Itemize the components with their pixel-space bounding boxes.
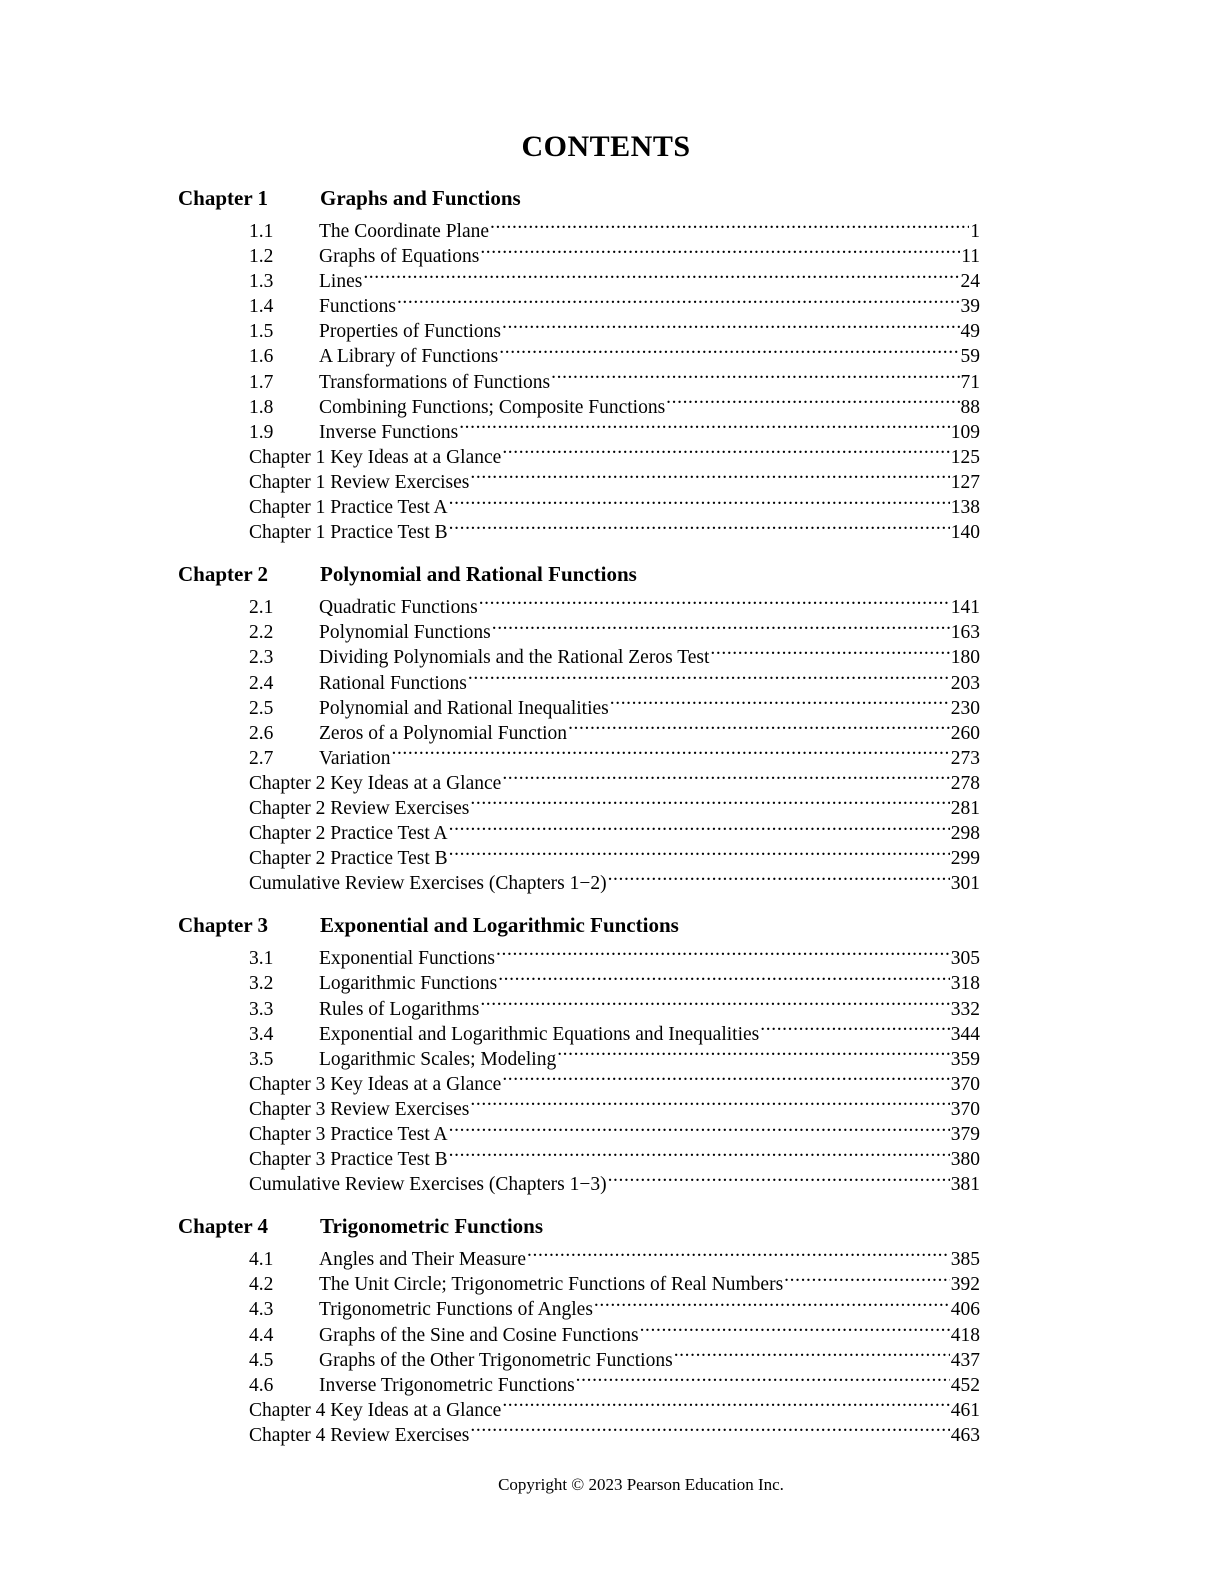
section-title: Dividing Polynomials and the Rational Zeros Test xyxy=(319,647,710,669)
section-number: 4.1 xyxy=(249,1249,274,1271)
section-title: Exponential and Logarithmic Equations and Inequalities xyxy=(319,1023,760,1045)
page-number: 463 xyxy=(950,1424,980,1446)
section-title: Combining Functions; Composite Functions xyxy=(319,396,666,418)
dot-leader xyxy=(760,1015,949,1040)
section-title: Rational Functions xyxy=(319,672,467,694)
dot-leader xyxy=(499,337,959,362)
dot-leader xyxy=(666,388,959,413)
section-title: Properties of Functions xyxy=(319,321,501,343)
page-number: 141 xyxy=(950,597,980,619)
toc-entry-section[interactable] xyxy=(178,212,980,242)
dot-leader xyxy=(784,1265,950,1290)
entry-title: Chapter 1 Practice Test B xyxy=(249,522,448,544)
section-title: Functions xyxy=(319,296,396,318)
section-title: Graphs of Equations xyxy=(319,246,480,268)
entry-title: Chapter 3 Practice Test B xyxy=(249,1149,448,1171)
section-number: 3.1 xyxy=(249,948,274,970)
page-number: 305 xyxy=(950,948,980,970)
page-number: 379 xyxy=(950,1124,980,1145)
entry-title: Chapter 2 Review Exercises xyxy=(249,797,470,819)
dot-leader xyxy=(492,613,950,638)
table-of-contents xyxy=(178,182,980,1461)
section-number: 2.1 xyxy=(249,597,274,619)
dot-leader xyxy=(551,363,959,388)
chapter-label: Chapter 4 xyxy=(178,1214,269,1239)
section-number: 2.7 xyxy=(249,747,274,769)
dot-leader xyxy=(502,1065,949,1090)
chapter-heading[interactable] xyxy=(178,909,980,939)
dot-leader xyxy=(468,664,950,689)
page-number: 332 xyxy=(950,998,980,1020)
chapter-label: Chapter 1 xyxy=(178,186,269,210)
page-number: 180 xyxy=(950,647,980,669)
dot-leader xyxy=(576,1366,950,1391)
section-number: 1.2 xyxy=(249,246,274,268)
section-title: Graphs of the Other Trigonometric Functions xyxy=(319,1349,673,1371)
dot-leader xyxy=(498,964,950,989)
dot-leader xyxy=(608,1165,950,1190)
dot-leader xyxy=(449,814,950,839)
page-number: 281 xyxy=(950,797,980,819)
page-number: 359 xyxy=(950,1048,980,1070)
page-number: 125 xyxy=(950,446,980,468)
dot-leader xyxy=(449,488,950,513)
entry-title: Chapter 3 Practice Test A xyxy=(249,1124,448,1145)
entry-title: Chapter 1 Practice Test A xyxy=(249,497,448,519)
dot-leader xyxy=(490,212,969,237)
chapter-label: Chapter 2 xyxy=(178,562,269,587)
dot-leader xyxy=(502,1391,949,1416)
section-number: 2.2 xyxy=(249,622,274,644)
entry-title: Chapter 2 Key Ideas at a Glance xyxy=(249,772,502,794)
dot-leader xyxy=(502,312,960,337)
entry-title: Chapter 3 Review Exercises xyxy=(249,1098,470,1120)
section-title: Logarithmic Functions xyxy=(319,973,498,995)
dot-leader xyxy=(568,714,950,739)
dot-leader xyxy=(710,638,949,663)
section-number: 4.4 xyxy=(249,1324,274,1346)
section-title: Polynomial Functions xyxy=(319,622,491,644)
dot-leader xyxy=(557,1040,950,1065)
chapter-title: Polynomial and Rational Functions xyxy=(320,562,637,587)
page-number: 418 xyxy=(950,1324,980,1346)
dot-leader xyxy=(594,1290,950,1315)
dot-leader xyxy=(640,1316,950,1341)
dot-leader xyxy=(449,513,950,538)
section-title: Trigonometric Functions of Angles xyxy=(319,1299,593,1321)
section-number: 4.2 xyxy=(249,1274,274,1296)
page-number: 344 xyxy=(950,1023,980,1045)
entry-title: Chapter 1 Key Ideas at a Glance xyxy=(249,446,502,468)
page-number: 109 xyxy=(950,421,980,443)
entry-title: Chapter 1 Review Exercises xyxy=(249,471,470,493)
section-number: 1.6 xyxy=(249,346,274,368)
section-title: Angles and Their Measure xyxy=(319,1249,527,1271)
section-number: 1.3 xyxy=(249,271,274,293)
section-number: 3.5 xyxy=(249,1048,274,1070)
page-number: 461 xyxy=(950,1399,980,1421)
dot-leader xyxy=(480,237,960,262)
section-number: 2.4 xyxy=(249,672,274,694)
section-number: 1.5 xyxy=(249,321,274,343)
section-number: 3.4 xyxy=(249,1023,274,1045)
page-number: 1 xyxy=(970,221,980,242)
page-number: 301 xyxy=(950,873,980,895)
entry-title: Chapter 2 Practice Test A xyxy=(249,823,448,845)
section-title: Variation xyxy=(319,747,391,769)
page-number: 299 xyxy=(950,848,980,870)
page-number: 59 xyxy=(960,346,980,368)
section-number: 1.4 xyxy=(249,296,274,318)
chapter-block xyxy=(178,909,980,1196)
dot-leader xyxy=(496,939,950,964)
section-title: Exponential Functions xyxy=(319,948,496,970)
section-number: 1.9 xyxy=(249,421,274,443)
dot-leader xyxy=(391,739,949,764)
page-number: 163 xyxy=(950,622,980,644)
page-number: 370 xyxy=(950,1073,980,1095)
chapter-heading[interactable] xyxy=(178,182,980,212)
dot-leader xyxy=(608,864,950,889)
dot-leader xyxy=(449,839,950,864)
dot-leader xyxy=(470,463,949,488)
page-number: 298 xyxy=(950,823,980,845)
dot-leader xyxy=(459,413,950,438)
chapter-block xyxy=(178,558,980,895)
chapter-block xyxy=(178,182,980,544)
dot-leader xyxy=(502,438,949,463)
section-number: 2.6 xyxy=(249,722,274,744)
dot-leader xyxy=(449,1140,950,1165)
page-number: 88 xyxy=(960,396,980,418)
dot-leader xyxy=(470,1090,949,1115)
dot-leader xyxy=(480,990,949,1015)
chapter-title: Exponential and Logarithmic Functions xyxy=(320,913,679,938)
page-number: 392 xyxy=(950,1274,980,1296)
page-number: 138 xyxy=(950,497,980,519)
page-number: 71 xyxy=(960,371,980,393)
chapter-heading[interactable] xyxy=(178,558,980,588)
chapter-title: Graphs and Functions xyxy=(320,186,521,210)
section-number: 2.3 xyxy=(249,647,274,669)
page-number: 452 xyxy=(950,1374,980,1396)
section-title: Logarithmic Scales; Modeling xyxy=(319,1048,557,1070)
section-title: Inverse Trigonometric Functions xyxy=(319,1374,575,1396)
entry-title: Chapter 4 Key Ideas at a Glance xyxy=(249,1399,502,1421)
dot-leader xyxy=(470,789,949,814)
dot-leader xyxy=(610,689,950,714)
section-title: Inverse Functions xyxy=(319,421,459,443)
page-number: 370 xyxy=(950,1098,980,1120)
page-number: 437 xyxy=(950,1349,980,1371)
section-title: Rules of Logarithms xyxy=(319,998,480,1020)
section-title: Zeros of a Polynomial Function xyxy=(319,722,568,744)
section-number: 4.3 xyxy=(249,1299,274,1321)
toc-entry-section[interactable] xyxy=(178,1240,980,1271)
page-number: 260 xyxy=(950,722,980,744)
page-number: 11 xyxy=(961,246,980,268)
dot-leader xyxy=(479,588,950,613)
page-number: 380 xyxy=(950,1149,980,1171)
page-number: 278 xyxy=(950,772,980,794)
section-title: Quadratic Functions xyxy=(319,597,478,619)
chapter-heading[interactable] xyxy=(178,1210,980,1240)
page-number: 127 xyxy=(950,471,980,493)
page-number: 273 xyxy=(950,747,980,769)
page-title: CONTENTS xyxy=(521,130,691,163)
section-title: Transformations of Functions xyxy=(319,371,551,393)
section-number: 3.2 xyxy=(249,973,274,995)
section-number: 2.5 xyxy=(249,697,274,719)
section-title: The Coordinate Plane xyxy=(319,221,490,242)
entry-title: Chapter 4 Review Exercises xyxy=(249,1424,470,1446)
section-number: 4.6 xyxy=(249,1374,274,1396)
chapter-label: Chapter 3 xyxy=(178,913,269,938)
dot-leader xyxy=(527,1240,950,1265)
chapter-title: Trigonometric Functions xyxy=(320,1214,544,1239)
chapter-block xyxy=(178,1210,980,1446)
section-number: 1.8 xyxy=(249,396,274,418)
toc-entry-section[interactable] xyxy=(178,588,980,619)
toc-entry-section[interactable] xyxy=(178,939,980,970)
dot-leader xyxy=(449,1115,950,1140)
page-number: 140 xyxy=(950,522,980,544)
entry-title: Chapter 3 Key Ideas at a Glance xyxy=(249,1073,502,1095)
section-title: Lines xyxy=(319,271,363,293)
page-number: 203 xyxy=(950,672,980,694)
page-number: 406 xyxy=(950,1299,980,1321)
section-number: 4.5 xyxy=(249,1349,274,1371)
section-title: Graphs of the Sine and Cosine Functions xyxy=(319,1324,639,1346)
page-number: 381 xyxy=(950,1174,980,1196)
section-title: A Library of Functions xyxy=(319,346,499,368)
section-number: 3.3 xyxy=(249,998,274,1020)
copyright-footer: Copyright © 2023 Pearson Education Inc. xyxy=(498,1475,784,1494)
page-number: 385 xyxy=(950,1249,980,1271)
section-number: 1.7 xyxy=(249,371,274,393)
page-number: 318 xyxy=(950,973,980,995)
section-title: Polynomial and Rational Inequalities xyxy=(319,697,609,719)
section-title: The Unit Circle; Trigonometric Functions of Real Numbers xyxy=(319,1274,784,1296)
page-number: 49 xyxy=(960,321,980,343)
dot-leader xyxy=(470,1416,949,1441)
entry-title: Chapter 2 Practice Test B xyxy=(249,848,448,870)
section-number: 1.1 xyxy=(249,221,274,242)
dot-leader xyxy=(397,287,960,312)
page-number: 39 xyxy=(960,296,980,318)
page-number: 230 xyxy=(950,697,980,719)
page-number: 24 xyxy=(960,271,980,293)
dot-leader xyxy=(502,764,949,789)
dot-leader xyxy=(363,262,959,287)
entry-title: Cumulative Review Exercises (Chapters 1−2) xyxy=(249,873,607,895)
entry-title: Cumulative Review Exercises (Chapters 1−3) xyxy=(249,1174,607,1196)
dot-leader xyxy=(674,1341,950,1366)
